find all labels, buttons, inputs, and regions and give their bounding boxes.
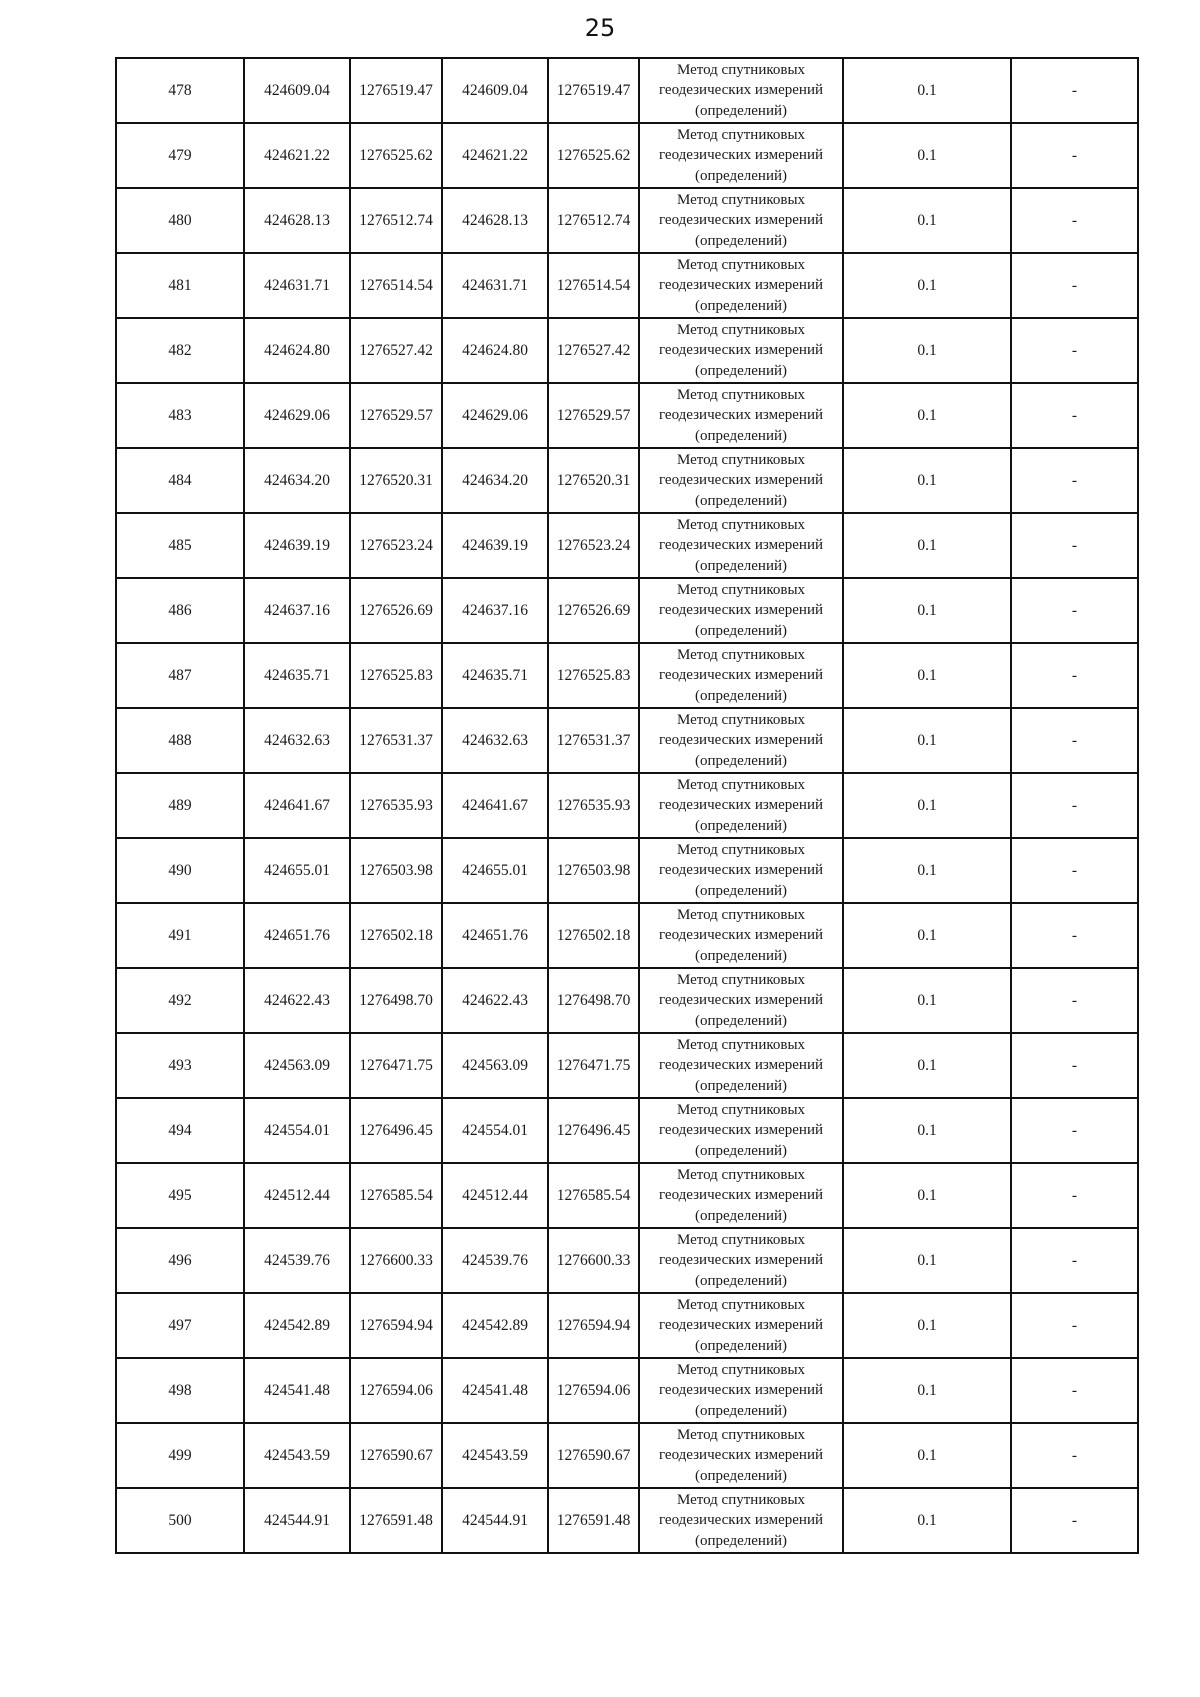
cell-y-existing: 1276526.69 bbox=[350, 578, 442, 643]
table-row bbox=[116, 773, 1138, 838]
cell-y-existing: 1276512.74 bbox=[350, 188, 442, 253]
cell-x-existing: 424641.67 bbox=[244, 773, 350, 838]
cell-x-refined: 424544.91 bbox=[442, 1488, 548, 1553]
cell-y-refined: 1276525.62 bbox=[548, 123, 639, 188]
cell-point-number: 483 bbox=[116, 383, 244, 448]
cell-y-existing: 1276520.31 bbox=[350, 448, 442, 513]
table-row bbox=[116, 188, 1138, 253]
table-row bbox=[116, 1163, 1138, 1228]
table-row bbox=[116, 383, 1138, 448]
cell-point-number: 497 bbox=[116, 1293, 244, 1358]
cell-x-existing: 424651.76 bbox=[244, 903, 350, 968]
table-row bbox=[116, 123, 1138, 188]
cell-x-refined: 424628.13 bbox=[442, 188, 548, 253]
cell-note: - bbox=[1011, 1293, 1138, 1358]
coordinates-table-body bbox=[116, 58, 1138, 1553]
table-row bbox=[116, 448, 1138, 513]
cell-y-refined: 1276512.74 bbox=[548, 188, 639, 253]
cell-x-refined: 424635.71 bbox=[442, 643, 548, 708]
cell-point-number: 496 bbox=[116, 1228, 244, 1293]
cell-accuracy: 0.1 bbox=[843, 643, 1011, 708]
cell-y-existing: 1276535.93 bbox=[350, 773, 442, 838]
cell-point-number: 493 bbox=[116, 1033, 244, 1098]
table-row bbox=[116, 1488, 1138, 1553]
cell-accuracy: 0.1 bbox=[843, 58, 1011, 123]
cell-point-number: 491 bbox=[116, 903, 244, 968]
cell-y-existing: 1276600.33 bbox=[350, 1228, 442, 1293]
cell-x-existing: 424541.48 bbox=[244, 1358, 350, 1423]
cell-accuracy: 0.1 bbox=[843, 1033, 1011, 1098]
cell-note: - bbox=[1011, 968, 1138, 1033]
cell-method: Метод спутниковых геодезических измерений (определений) bbox=[639, 448, 843, 513]
cell-y-refined: 1276471.75 bbox=[548, 1033, 639, 1098]
cell-y-existing: 1276498.70 bbox=[350, 968, 442, 1033]
cell-point-number: 489 bbox=[116, 773, 244, 838]
cell-y-refined: 1276594.06 bbox=[548, 1358, 639, 1423]
cell-note: - bbox=[1011, 643, 1138, 708]
cell-y-refined: 1276526.69 bbox=[548, 578, 639, 643]
cell-y-existing: 1276590.67 bbox=[350, 1423, 442, 1488]
cell-x-existing: 424542.89 bbox=[244, 1293, 350, 1358]
cell-accuracy: 0.1 bbox=[843, 1228, 1011, 1293]
cell-y-existing: 1276514.54 bbox=[350, 253, 442, 318]
cell-note: - bbox=[1011, 1163, 1138, 1228]
cell-y-existing: 1276496.45 bbox=[350, 1098, 442, 1163]
cell-x-existing: 424629.06 bbox=[244, 383, 350, 448]
cell-accuracy: 0.1 bbox=[843, 1423, 1011, 1488]
cell-accuracy: 0.1 bbox=[843, 1098, 1011, 1163]
cell-note: - bbox=[1011, 1358, 1138, 1423]
cell-x-existing: 424621.22 bbox=[244, 123, 350, 188]
cell-x-existing: 424624.80 bbox=[244, 318, 350, 383]
cell-point-number: 485 bbox=[116, 513, 244, 578]
cell-method: Метод спутниковых геодезических измерений (определений) bbox=[639, 773, 843, 838]
cell-x-refined: 424629.06 bbox=[442, 383, 548, 448]
cell-method: Метод спутниковых геодезических измерений (определений) bbox=[639, 838, 843, 903]
cell-x-existing: 424543.59 bbox=[244, 1423, 350, 1488]
cell-method: Метод спутниковых геодезических измерений (определений) bbox=[639, 383, 843, 448]
cell-x-refined: 424634.20 bbox=[442, 448, 548, 513]
cell-y-refined: 1276519.47 bbox=[548, 58, 639, 123]
cell-accuracy: 0.1 bbox=[843, 968, 1011, 1033]
cell-x-existing: 424544.91 bbox=[244, 1488, 350, 1553]
cell-point-number: 482 bbox=[116, 318, 244, 383]
cell-accuracy: 0.1 bbox=[843, 773, 1011, 838]
cell-note: - bbox=[1011, 838, 1138, 903]
cell-point-number: 494 bbox=[116, 1098, 244, 1163]
cell-accuracy: 0.1 bbox=[843, 253, 1011, 318]
cell-point-number: 484 bbox=[116, 448, 244, 513]
cell-accuracy: 0.1 bbox=[843, 708, 1011, 773]
cell-x-refined: 424609.04 bbox=[442, 58, 548, 123]
table-row bbox=[116, 1098, 1138, 1163]
cell-point-number: 492 bbox=[116, 968, 244, 1033]
cell-accuracy: 0.1 bbox=[843, 903, 1011, 968]
cell-note: - bbox=[1011, 708, 1138, 773]
cell-method: Метод спутниковых геодезических измерений (определений) bbox=[639, 1293, 843, 1358]
cell-y-refined: 1276523.24 bbox=[548, 513, 639, 578]
cell-note: - bbox=[1011, 1228, 1138, 1293]
cell-note: - bbox=[1011, 1098, 1138, 1163]
cell-y-refined: 1276591.48 bbox=[548, 1488, 639, 1553]
table-row bbox=[116, 838, 1138, 903]
cell-x-existing: 424631.71 bbox=[244, 253, 350, 318]
cell-y-refined: 1276525.83 bbox=[548, 643, 639, 708]
table-row bbox=[116, 708, 1138, 773]
cell-accuracy: 0.1 bbox=[843, 1293, 1011, 1358]
cell-x-refined: 424621.22 bbox=[442, 123, 548, 188]
cell-x-refined: 424639.19 bbox=[442, 513, 548, 578]
cell-y-existing: 1276591.48 bbox=[350, 1488, 442, 1553]
cell-y-refined: 1276585.54 bbox=[548, 1163, 639, 1228]
cell-x-existing: 424563.09 bbox=[244, 1033, 350, 1098]
table-row bbox=[116, 1293, 1138, 1358]
cell-y-refined: 1276527.42 bbox=[548, 318, 639, 383]
cell-method: Метод спутниковых геодезических измерений (определений) bbox=[639, 1228, 843, 1293]
cell-x-existing: 424655.01 bbox=[244, 838, 350, 903]
cell-y-existing: 1276594.94 bbox=[350, 1293, 442, 1358]
table-row bbox=[116, 903, 1138, 968]
cell-method: Метод спутниковых геодезических измерений (определений) bbox=[639, 1098, 843, 1163]
cell-method: Метод спутниковых геодезических измерений (определений) bbox=[639, 708, 843, 773]
cell-accuracy: 0.1 bbox=[843, 123, 1011, 188]
cell-x-existing: 424539.76 bbox=[244, 1228, 350, 1293]
cell-x-refined: 424622.43 bbox=[442, 968, 548, 1033]
cell-point-number: 495 bbox=[116, 1163, 244, 1228]
cell-x-refined: 424543.59 bbox=[442, 1423, 548, 1488]
cell-y-existing: 1276525.83 bbox=[350, 643, 442, 708]
cell-x-refined: 424541.48 bbox=[442, 1358, 548, 1423]
cell-accuracy: 0.1 bbox=[843, 318, 1011, 383]
cell-y-refined: 1276496.45 bbox=[548, 1098, 639, 1163]
cell-method: Метод спутниковых геодезических измерений (определений) bbox=[639, 58, 843, 123]
cell-x-refined: 424554.01 bbox=[442, 1098, 548, 1163]
cell-x-refined: 424641.67 bbox=[442, 773, 548, 838]
cell-x-existing: 424632.63 bbox=[244, 708, 350, 773]
cell-note: - bbox=[1011, 1488, 1138, 1553]
cell-x-existing: 424609.04 bbox=[244, 58, 350, 123]
cell-method: Метод спутниковых геодезических измерений (определений) bbox=[639, 1163, 843, 1228]
cell-x-refined: 424631.71 bbox=[442, 253, 548, 318]
table-row bbox=[116, 1228, 1138, 1293]
cell-x-refined: 424632.63 bbox=[442, 708, 548, 773]
cell-point-number: 478 bbox=[116, 58, 244, 123]
cell-method: Метод спутниковых геодезических измерений (определений) bbox=[639, 188, 843, 253]
cell-point-number: 500 bbox=[116, 1488, 244, 1553]
cell-accuracy: 0.1 bbox=[843, 188, 1011, 253]
table-row bbox=[116, 578, 1138, 643]
cell-y-refined: 1276529.57 bbox=[548, 383, 639, 448]
cell-accuracy: 0.1 bbox=[843, 448, 1011, 513]
cell-point-number: 481 bbox=[116, 253, 244, 318]
cell-y-existing: 1276525.62 bbox=[350, 123, 442, 188]
cell-y-refined: 1276520.31 bbox=[548, 448, 639, 513]
cell-x-refined: 424542.89 bbox=[442, 1293, 548, 1358]
cell-y-existing: 1276471.75 bbox=[350, 1033, 442, 1098]
cell-point-number: 499 bbox=[116, 1423, 244, 1488]
cell-point-number: 488 bbox=[116, 708, 244, 773]
cell-note: - bbox=[1011, 513, 1138, 578]
cell-accuracy: 0.1 bbox=[843, 383, 1011, 448]
cell-y-refined: 1276590.67 bbox=[548, 1423, 639, 1488]
cell-y-existing: 1276531.37 bbox=[350, 708, 442, 773]
cell-note: - bbox=[1011, 578, 1138, 643]
cell-note: - bbox=[1011, 1423, 1138, 1488]
cell-x-existing: 424637.16 bbox=[244, 578, 350, 643]
cell-x-refined: 424655.01 bbox=[442, 838, 548, 903]
cell-x-refined: 424539.76 bbox=[442, 1228, 548, 1293]
cell-point-number: 498 bbox=[116, 1358, 244, 1423]
cell-y-refined: 1276600.33 bbox=[548, 1228, 639, 1293]
cell-y-refined: 1276503.98 bbox=[548, 838, 639, 903]
cell-method: Метод спутниковых геодезических измерений (определений) bbox=[639, 1488, 843, 1553]
cell-point-number: 480 bbox=[116, 188, 244, 253]
cell-x-existing: 424512.44 bbox=[244, 1163, 350, 1228]
cell-note: - bbox=[1011, 903, 1138, 968]
cell-y-existing: 1276523.24 bbox=[350, 513, 442, 578]
cell-x-existing: 424634.20 bbox=[244, 448, 350, 513]
cell-note: - bbox=[1011, 773, 1138, 838]
cell-x-existing: 424635.71 bbox=[244, 643, 350, 708]
cell-y-existing: 1276519.47 bbox=[350, 58, 442, 123]
cell-x-refined: 424563.09 bbox=[442, 1033, 548, 1098]
cell-accuracy: 0.1 bbox=[843, 1358, 1011, 1423]
table-row bbox=[116, 1033, 1138, 1098]
cell-x-existing: 424622.43 bbox=[244, 968, 350, 1033]
cell-method: Метод спутниковых геодезических измерений (определений) bbox=[639, 1358, 843, 1423]
cell-y-refined: 1276594.94 bbox=[548, 1293, 639, 1358]
cell-point-number: 490 bbox=[116, 838, 244, 903]
cell-y-existing: 1276585.54 bbox=[350, 1163, 442, 1228]
table-row bbox=[116, 643, 1138, 708]
cell-note: - bbox=[1011, 448, 1138, 513]
cell-x-refined: 424512.44 bbox=[442, 1163, 548, 1228]
cell-point-number: 479 bbox=[116, 123, 244, 188]
cell-y-existing: 1276503.98 bbox=[350, 838, 442, 903]
cell-y-refined: 1276514.54 bbox=[548, 253, 639, 318]
cell-x-refined: 424637.16 bbox=[442, 578, 548, 643]
cell-x-existing: 424639.19 bbox=[244, 513, 350, 578]
cell-y-refined: 1276498.70 bbox=[548, 968, 639, 1033]
cell-accuracy: 0.1 bbox=[843, 1488, 1011, 1553]
table-row bbox=[116, 58, 1138, 123]
cell-accuracy: 0.1 bbox=[843, 513, 1011, 578]
table-row bbox=[116, 253, 1138, 318]
cell-method: Метод спутниковых геодезических измерений (определений) bbox=[639, 513, 843, 578]
cell-note: - bbox=[1011, 253, 1138, 318]
cell-note: - bbox=[1011, 318, 1138, 383]
cell-note: - bbox=[1011, 58, 1138, 123]
cell-note: - bbox=[1011, 1033, 1138, 1098]
cell-note: - bbox=[1011, 123, 1138, 188]
cell-y-existing: 1276529.57 bbox=[350, 383, 442, 448]
cell-method: Метод спутниковых геодезических измерений (определений) bbox=[639, 968, 843, 1033]
table-row bbox=[116, 318, 1138, 383]
table-row bbox=[116, 1423, 1138, 1488]
cell-method: Метод спутниковых геодезических измерений (определений) bbox=[639, 643, 843, 708]
cell-method: Метод спутниковых геодезических измерений (определений) bbox=[639, 578, 843, 643]
cell-accuracy: 0.1 bbox=[843, 1163, 1011, 1228]
cell-y-refined: 1276535.93 bbox=[548, 773, 639, 838]
cell-y-existing: 1276502.18 bbox=[350, 903, 442, 968]
cell-x-existing: 424628.13 bbox=[244, 188, 350, 253]
cell-method: Метод спутниковых геодезических измерений (определений) bbox=[639, 903, 843, 968]
cell-x-refined: 424651.76 bbox=[442, 903, 548, 968]
cell-method: Метод спутниковых геодезических измерений (определений) bbox=[639, 253, 843, 318]
cell-point-number: 487 bbox=[116, 643, 244, 708]
cell-x-existing: 424554.01 bbox=[244, 1098, 350, 1163]
cell-point-number: 486 bbox=[116, 578, 244, 643]
coordinates-table bbox=[115, 57, 1139, 1554]
cell-method: Метод спутниковых геодезических измерений (определений) bbox=[639, 1423, 843, 1488]
cell-x-refined: 424624.80 bbox=[442, 318, 548, 383]
cell-method: Метод спутниковых геодезических измерений (определений) bbox=[639, 1033, 843, 1098]
cell-y-refined: 1276531.37 bbox=[548, 708, 639, 773]
cell-accuracy: 0.1 bbox=[843, 578, 1011, 643]
cell-note: - bbox=[1011, 188, 1138, 253]
cell-y-refined: 1276502.18 bbox=[548, 903, 639, 968]
table-row bbox=[116, 513, 1138, 578]
cell-method: Метод спутниковых геодезических измерений (определений) bbox=[639, 123, 843, 188]
table-row bbox=[116, 968, 1138, 1033]
cell-method: Метод спутниковых геодезических измерений (определений) bbox=[639, 318, 843, 383]
page-number: 25 bbox=[584, 14, 616, 42]
cell-accuracy: 0.1 bbox=[843, 838, 1011, 903]
table-row bbox=[116, 1358, 1138, 1423]
cell-note: - bbox=[1011, 383, 1138, 448]
cell-y-existing: 1276594.06 bbox=[350, 1358, 442, 1423]
cell-y-existing: 1276527.42 bbox=[350, 318, 442, 383]
